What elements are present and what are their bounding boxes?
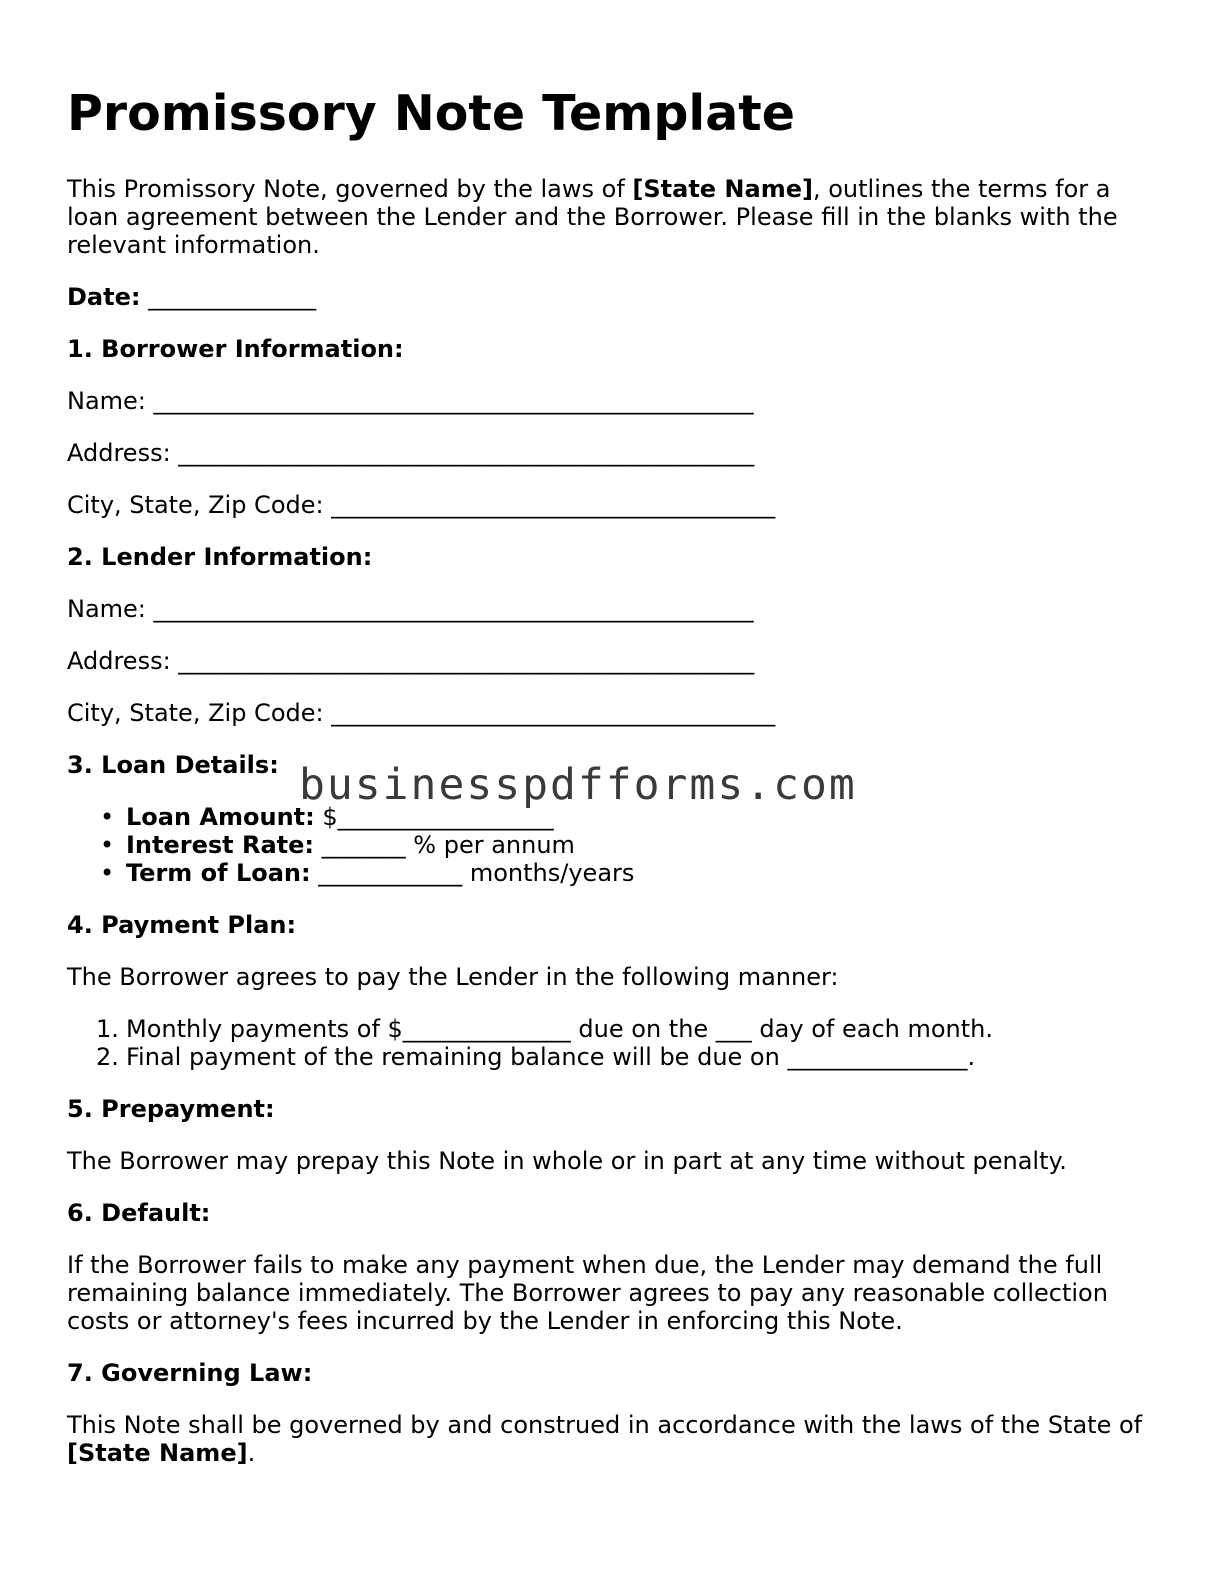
- page-title: Promissory Note Template: [67, 85, 795, 142]
- loan-amount-label: Loan Amount:: [126, 803, 315, 831]
- loan-term-blank: ____________ months/years: [310, 859, 635, 887]
- lender-city-field: City, State, Zip Code: _____________________________________: [67, 699, 776, 727]
- watermark: businesspdfforms.com: [299, 760, 857, 810]
- borrower-name-field: Name: __________________________________________________: [67, 387, 754, 415]
- intro-line-2: loan agreement between the Lender and the Borrower. Please fill in the blanks with the: [67, 203, 1118, 231]
- intro-line-1: [67, 175, 1110, 203]
- prepayment-text: The Borrower may prepay this Note in whole or in part at any time without penalty.: [67, 1147, 1067, 1175]
- date-label: Date:: [67, 283, 141, 311]
- prepayment-heading: 5. Prepayment:: [67, 1095, 275, 1123]
- borrower-city-field: City, State, Zip Code: _____________________________________: [67, 491, 776, 519]
- lender-address-field: Address: ________________________________________________: [67, 647, 755, 675]
- list-item: [67, 831, 634, 859]
- default-line-1: If the Borrower fails to make any payment when due, the Lender may demand the full: [67, 1251, 1103, 1279]
- lender-heading: 2. Lender Information:: [67, 543, 373, 571]
- date-field: [67, 283, 316, 311]
- bullet-icon: •: [100, 859, 115, 887]
- governing-law-heading: 7. Governing Law:: [67, 1359, 313, 1387]
- default-line-2: remaining balance immediately. The Borrower agrees to pay any reasonable collection: [67, 1279, 1108, 1307]
- list-item: [67, 1015, 993, 1043]
- list-number: 1.: [96, 1015, 119, 1043]
- interest-rate-blank: _______ % per annum: [314, 831, 575, 859]
- loan-term-label: Term of Loan:: [126, 859, 311, 887]
- loan-details-heading: 3. Loan Details:: [67, 751, 279, 779]
- bullet-icon: •: [100, 803, 115, 831]
- payment-plan-list: [67, 1015, 993, 1071]
- payment-plan-intro: The Borrower agrees to pay the Lender in the following manner:: [67, 963, 839, 991]
- list-item: [67, 859, 634, 887]
- monthly-payment-text: Monthly payments of $______________ due on the ___ day of each month.: [126, 1015, 993, 1043]
- intro-line-3: relevant information.: [67, 231, 320, 259]
- date-blank: ______________: [140, 283, 317, 311]
- borrower-heading: 1. Borrower Information:: [67, 335, 404, 363]
- borrower-address-field: Address: ________________________________________________: [67, 439, 755, 467]
- governing-law-line-2: [67, 1439, 255, 1467]
- default-heading: 6. Default:: [67, 1199, 211, 1227]
- interest-rate-label: Interest Rate:: [126, 831, 315, 859]
- governing-law-line-1: This Note shall be governed by and construed in accordance with the laws of the State of: [67, 1411, 1143, 1439]
- final-payment-text: Final payment of the remaining balance will be due on _______________.: [126, 1043, 976, 1071]
- loan-amount-blank: $__________________: [314, 803, 554, 831]
- governing-law-text: .: [247, 1439, 256, 1467]
- intro-text: , outlines the terms for a: [812, 175, 1111, 203]
- payment-plan-heading: 4. Payment Plan:: [67, 911, 297, 939]
- default-line-3: costs or attorney's fees incurred by the Lender in enforcing this Note.: [67, 1307, 903, 1335]
- list-number: 2.: [96, 1043, 119, 1071]
- loan-details-list: [67, 803, 634, 887]
- intro-text: This Promissory Note, governed by the laws of: [67, 175, 633, 203]
- list-item: [67, 1043, 993, 1071]
- lender-name-field: Name: __________________________________________________: [67, 595, 754, 623]
- state-name-placeholder: [State Name]: [67, 1439, 248, 1467]
- bullet-icon: •: [100, 831, 115, 859]
- state-name-placeholder: [State Name]: [632, 175, 813, 203]
